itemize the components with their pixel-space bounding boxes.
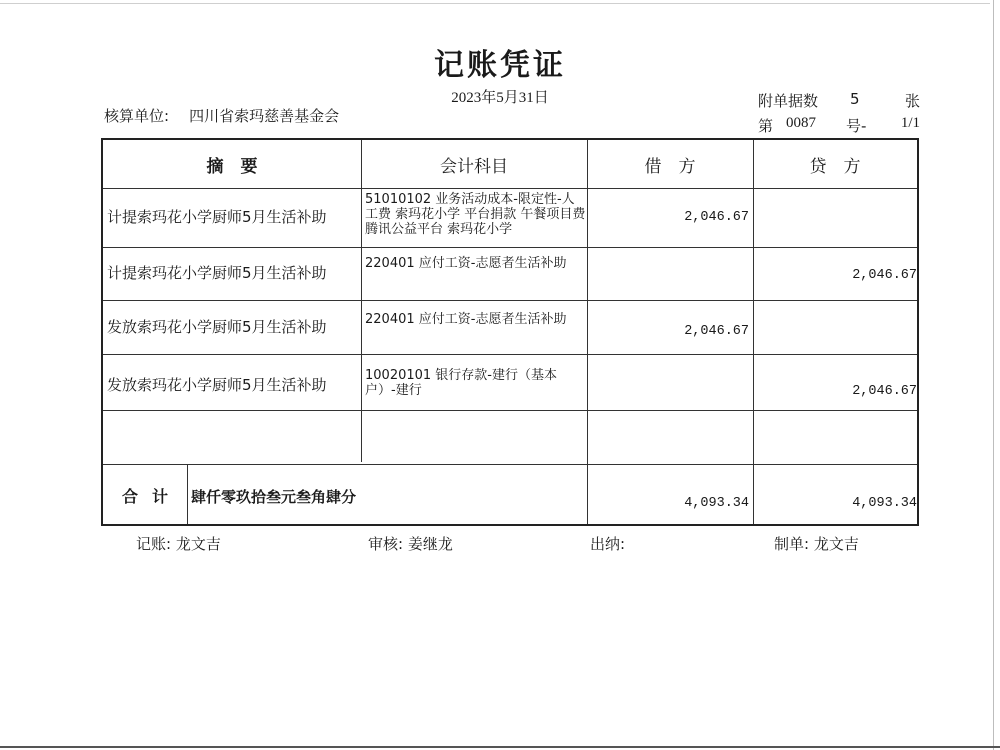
total-amount-words: 肆仟零玖拾叁元叁角肆分 — [191, 488, 357, 506]
total-credit: 4,093.34 — [852, 496, 917, 511]
voucher-number-prefix: 第 — [758, 117, 774, 135]
voucher-date: 2023年5月31日 — [451, 90, 549, 106]
attachments-count: 5 — [850, 90, 860, 108]
header-summary: 摘 要 — [206, 156, 258, 177]
row-divider — [103, 247, 917, 248]
attachments-label: 附单据数 — [758, 92, 819, 110]
bookkeeper-name: 龙文吉 — [175, 535, 221, 553]
cashier-signature — [590, 533, 625, 554]
scan-edge-bottom — [0, 746, 1000, 748]
voucher-number-value: 0087 — [786, 115, 816, 131]
reviewer-name: 姜继龙 — [407, 535, 453, 553]
bookkeeper-label: 记账: — [136, 535, 172, 553]
preparer-label: 制单: — [774, 535, 810, 553]
row-divider — [103, 464, 917, 465]
col-divider-debit — [753, 140, 754, 524]
row-divider — [103, 410, 917, 411]
row-2-account: 220401 应付工资-志愿者生活补助 — [365, 256, 567, 271]
unit-label: 核算单位: — [104, 107, 170, 125]
row-4-credit: 2,046.67 — [852, 384, 917, 399]
header-account: 会计科目 — [440, 156, 508, 177]
row-3-account: 220401 应付工资-志愿者生活补助 — [365, 312, 567, 327]
col-divider-total-label — [187, 464, 188, 524]
reviewer-label: 审核: — [368, 535, 404, 553]
voucher-page: 1/1 — [900, 115, 920, 131]
row-4-account: 10020101 银行存款-建行（基本户）-建行 — [365, 368, 557, 398]
row-divider — [103, 300, 917, 301]
total-label: 合计 — [121, 487, 182, 506]
col-divider-account — [587, 140, 588, 524]
unit-value: 四川省索玛慈善基金会 — [189, 107, 340, 125]
row-4-summary: 发放索玛花小学厨师5月生活补助 — [107, 376, 327, 394]
preparer-name: 龙文吉 — [813, 535, 859, 553]
preparer-signature — [774, 533, 859, 554]
row-2-credit: 2,046.67 — [852, 268, 917, 283]
voucher-title: 记账凭证 — [434, 48, 566, 83]
attachments-info — [758, 90, 920, 111]
scan-edge-top — [0, 3, 990, 4]
header-debit: 借 方 — [644, 156, 696, 177]
voucher-table — [101, 138, 919, 526]
row-3-summary: 发放索玛花小学厨师5月生活补助 — [107, 318, 327, 336]
header-credit: 贷 方 — [809, 156, 861, 177]
reviewer-signature — [368, 533, 453, 554]
scan-edge-right — [993, 0, 994, 750]
row-divider — [103, 188, 917, 189]
voucher-number-suffix: 号- — [846, 117, 867, 135]
bookkeeper-signature — [136, 533, 221, 554]
attachments-unit: 张 — [904, 92, 920, 110]
row-1-account: 51010102 业务活动成本-限定性-人工费 索玛花小学 平台捐款 午餐项目费 腾讯公益平台 索玛花小学 — [365, 192, 586, 237]
row-1-debit: 2,046.67 — [684, 210, 749, 225]
row-2-summary: 计提索玛花小学厨师5月生活补助 — [107, 264, 327, 282]
row-1-summary: 计提索玛花小学厨师5月生活补助 — [107, 208, 327, 226]
total-debit: 4,093.34 — [684, 496, 749, 511]
accounting-unit — [104, 105, 339, 126]
cashier-label: 出纳: — [590, 535, 626, 553]
row-divider — [103, 354, 917, 355]
row-3-debit: 2,046.67 — [684, 324, 749, 339]
voucher-number — [758, 115, 920, 136]
